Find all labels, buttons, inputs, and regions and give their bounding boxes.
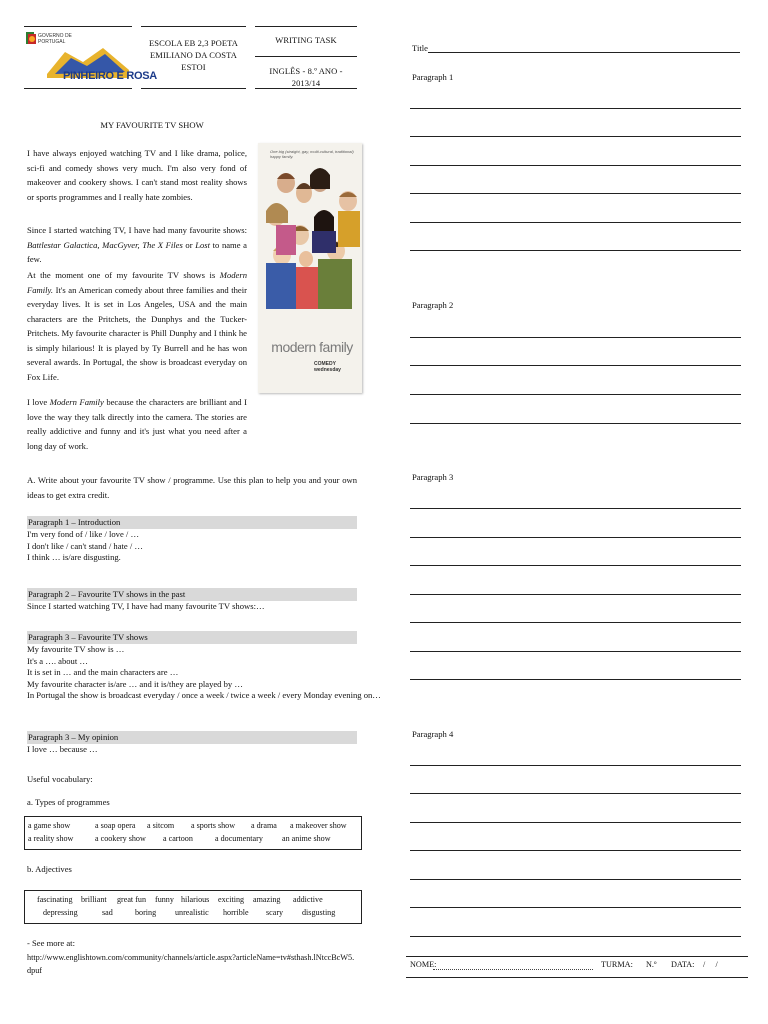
adjectives-label: b. Adjectives (27, 864, 72, 874)
header-rule-bot-2 (141, 88, 246, 89)
writing-line[interactable] (410, 423, 741, 424)
school-line-2: EMILIANO DA COSTA (150, 50, 237, 60)
poster-family-photo-icon (258, 159, 362, 329)
tv-show-poster (258, 143, 362, 393)
adjective-item: depressing (43, 908, 78, 917)
adjectives-row-1 (25, 893, 361, 907)
article-p3-italic: Modern Family. (27, 270, 247, 295)
adjective-item: great fun (117, 895, 146, 904)
writing-line[interactable] (410, 822, 741, 823)
poster-logo: modern family (271, 339, 353, 355)
school-logo (25, 30, 157, 86)
see-more-label: - See more at: (27, 938, 75, 948)
adjective-item: scary (266, 908, 284, 917)
plan-section-4-line-1: I love … because … (27, 744, 98, 754)
article-p2-mid: or (182, 239, 196, 250)
title-write-line[interactable] (428, 52, 740, 53)
adjective-item: horrible (223, 908, 249, 917)
adjective-item: disgusting (302, 908, 336, 917)
article-title: MY FAVOURITE TV SHOW (100, 120, 204, 130)
type-item: a cookery show (95, 834, 146, 843)
article-p4-italic: Modern Family (49, 397, 104, 407)
header-rule-top-3 (255, 26, 357, 27)
writing-line[interactable] (410, 337, 741, 338)
paragraph-2-label: Paragraph 2 (412, 300, 454, 310)
article-p2-italic2: Lost (195, 239, 211, 250)
article-paragraph-3 (27, 268, 247, 384)
plan-section-3 (27, 631, 381, 702)
article-p4-rest: because the characters are brilliant and I love the way they talk directly into the camera. The stories are really addictive and funny and it's just what you need after a long day of work. (27, 397, 247, 451)
plan-section-2 (27, 588, 357, 613)
plan-section-2-heading: Paragraph 2 – Favourite TV shows in the past (27, 588, 357, 601)
writing-line[interactable] (410, 394, 741, 395)
footer-name-label: NOME: (410, 960, 437, 969)
header-rule-bot-1 (24, 88, 132, 89)
writing-line[interactable] (410, 508, 741, 509)
types-vocab-box (24, 816, 362, 850)
title-label: Title (412, 43, 428, 53)
type-item: a game show (28, 821, 71, 830)
plan-section-1-line-3: I think … is/are disgusting. (27, 552, 121, 563)
type-item: a drama (251, 821, 277, 830)
article-paragraph-2 (27, 223, 247, 267)
adjective-item: boring (135, 908, 157, 917)
poster-network: COMEDY wednesday (314, 361, 341, 373)
useful-vocab-label: Useful vocabulary: (27, 774, 93, 784)
plan-section-1-heading: Paragraph 1 – Introduction (27, 516, 357, 529)
footer-number-label: N.º (646, 960, 657, 969)
plan-section-3-line-3: It is set in … and the main characters are … (27, 667, 179, 678)
writing-line[interactable] (410, 765, 741, 766)
writing-line[interactable] (410, 537, 741, 538)
plan-section-3-heading: Paragraph 3 – Favourite TV shows (27, 631, 357, 644)
plan-section-3-line-2: It's a …. about … (27, 655, 88, 666)
adjective-item: amazing (253, 895, 281, 904)
article-p4-start: I love (27, 397, 50, 407)
footer-date-slashes: / / (703, 960, 718, 969)
adjective-item: unrealistic (175, 908, 209, 917)
logo-top-text: GOVERNO DE PORTUGAL (38, 33, 72, 45)
poster-tagline: One big (straight, gay, multi-cultural, traditional) happy family. (270, 149, 354, 159)
writing-line[interactable] (410, 907, 741, 908)
task-subtitle: INGLÊS - 8.º ANO - 2013/14 (269, 66, 343, 88)
writing-line[interactable] (410, 108, 741, 109)
plan-section-4 (27, 731, 357, 756)
paragraph-1-label: Paragraph 1 (412, 72, 454, 82)
types-label: a. Types of programmes (27, 797, 110, 807)
type-item: a sports show (191, 821, 236, 830)
plan-section-3-line-1: My favourite TV show is … (27, 644, 125, 654)
types-row-2 (25, 832, 361, 846)
writing-line[interactable] (410, 136, 741, 137)
writing-line[interactable] (410, 622, 741, 623)
plan-section-1-line-2: I don't like / can't stand / hate / … (27, 540, 143, 551)
writing-line[interactable] (410, 193, 741, 194)
writing-line[interactable] (410, 793, 741, 794)
source-link[interactable]: http://www.englishtown.com/community/channels/article.aspx?articleName=tv#sthash.lNtccBcW5.dpuf (27, 953, 355, 975)
logo-main-text: PINHEIRO E ROSA (63, 70, 157, 82)
adjectives-row-2 (25, 906, 361, 920)
writing-line[interactable] (410, 165, 741, 166)
school-name (141, 37, 246, 73)
school-line-1: ESCOLA EB 2,3 POETA (148, 38, 239, 48)
plan-section-4-heading: Paragraph 3 – My opinion (27, 731, 357, 744)
article-p3-start: At the moment one of my favourite TV shows is (27, 270, 220, 280)
footer-name-field[interactable] (433, 969, 593, 970)
article-p2-start: Since I started watching TV, I have had many favourite shows: (27, 225, 247, 235)
article-p3-rest: It's an American comedy about three families and their everyday lives. It is set in Los Angeles, USA and the main characters are the Pritchets, the Dunphys and the Tucker-Pritchets. My favourite character is Phill Dunphy and I think he is simply hilarious! It is played by Ty Burrell and he has won several awards. In Portugal, the show is broadcast everyday on Fox Life. (27, 284, 247, 382)
adjective-item: brilliant (81, 895, 107, 904)
plan-section-1 (27, 516, 357, 564)
paragraph-4-label: Paragraph 4 (412, 729, 454, 739)
header-rule-mid-3 (255, 56, 357, 57)
plan-section-3-line-5: In Portugal the show is broadcast everyday / once a week / twice a week / every Monday evening on… (27, 690, 381, 701)
writing-line[interactable] (410, 565, 741, 566)
type-item: a makeover show (290, 821, 347, 830)
type-item: a cartoon (163, 834, 193, 843)
writing-line[interactable] (410, 365, 741, 366)
adjective-item: fascinating (37, 895, 73, 904)
type-item: a sitcom (147, 821, 175, 830)
footer-turma-label: TURMA: (601, 960, 633, 969)
school-line-3: ESTOI (181, 62, 206, 72)
type-item: a soap opera (95, 821, 136, 830)
plan-section-1-line-1: I'm very fond of / like / love / … (27, 529, 140, 539)
footer-rule-top (406, 956, 748, 957)
type-item: a reality show (28, 834, 74, 843)
adjective-item: sad (102, 908, 113, 917)
type-item: an anime show (282, 834, 331, 843)
article-p2-end: to name a few. (27, 239, 247, 264)
writing-line[interactable] (410, 850, 741, 851)
adjective-item: funny (155, 895, 174, 904)
adjective-item: hilarious (181, 895, 210, 904)
type-item: a documentary (215, 834, 263, 843)
plan-section-2-line-1: Since I started watching TV, I have had many favourite TV shows:… (27, 601, 265, 611)
plan-section-3-line-4: My favourite character is/are … and it is/they are played by … (27, 678, 243, 689)
task-instruction: A. Write about your favourite TV show / programme. Use this plan to help you and your own ideas to get extra credit. (27, 475, 357, 500)
adjectives-vocab-box (24, 890, 362, 924)
article-paragraph-4 (27, 395, 247, 453)
article-paragraph-1 (27, 146, 247, 204)
header-rule-top-2 (141, 26, 246, 27)
article-p2-italic: Battlestar Galactica, MacGyver, The X Files (27, 239, 183, 250)
writing-line[interactable] (410, 250, 741, 251)
adjective-item: addictive (293, 895, 323, 904)
paragraph-3-label: Paragraph 3 (412, 472, 454, 482)
types-row-1 (25, 819, 361, 833)
writing-line[interactable] (410, 679, 741, 680)
writing-line[interactable] (410, 936, 741, 937)
header-rule-top-1 (24, 26, 132, 27)
footer-date-label: DATA: (671, 960, 695, 969)
footer-rule-bottom (406, 977, 748, 978)
writing-line[interactable] (410, 222, 741, 223)
writing-line[interactable] (410, 879, 741, 880)
adjective-item: exciting (218, 895, 245, 904)
writing-line[interactable] (410, 651, 741, 652)
task-title: WRITING TASK (275, 35, 337, 45)
writing-line[interactable] (410, 594, 741, 595)
article-p1-text: I have always enjoyed watching TV and I like drama, police, sci-fi and comedy shows very much. I'm also very fond of makeover and cookery shows. I can't stand most reality shows or sports programmes and I really hate zombies. (27, 148, 247, 202)
